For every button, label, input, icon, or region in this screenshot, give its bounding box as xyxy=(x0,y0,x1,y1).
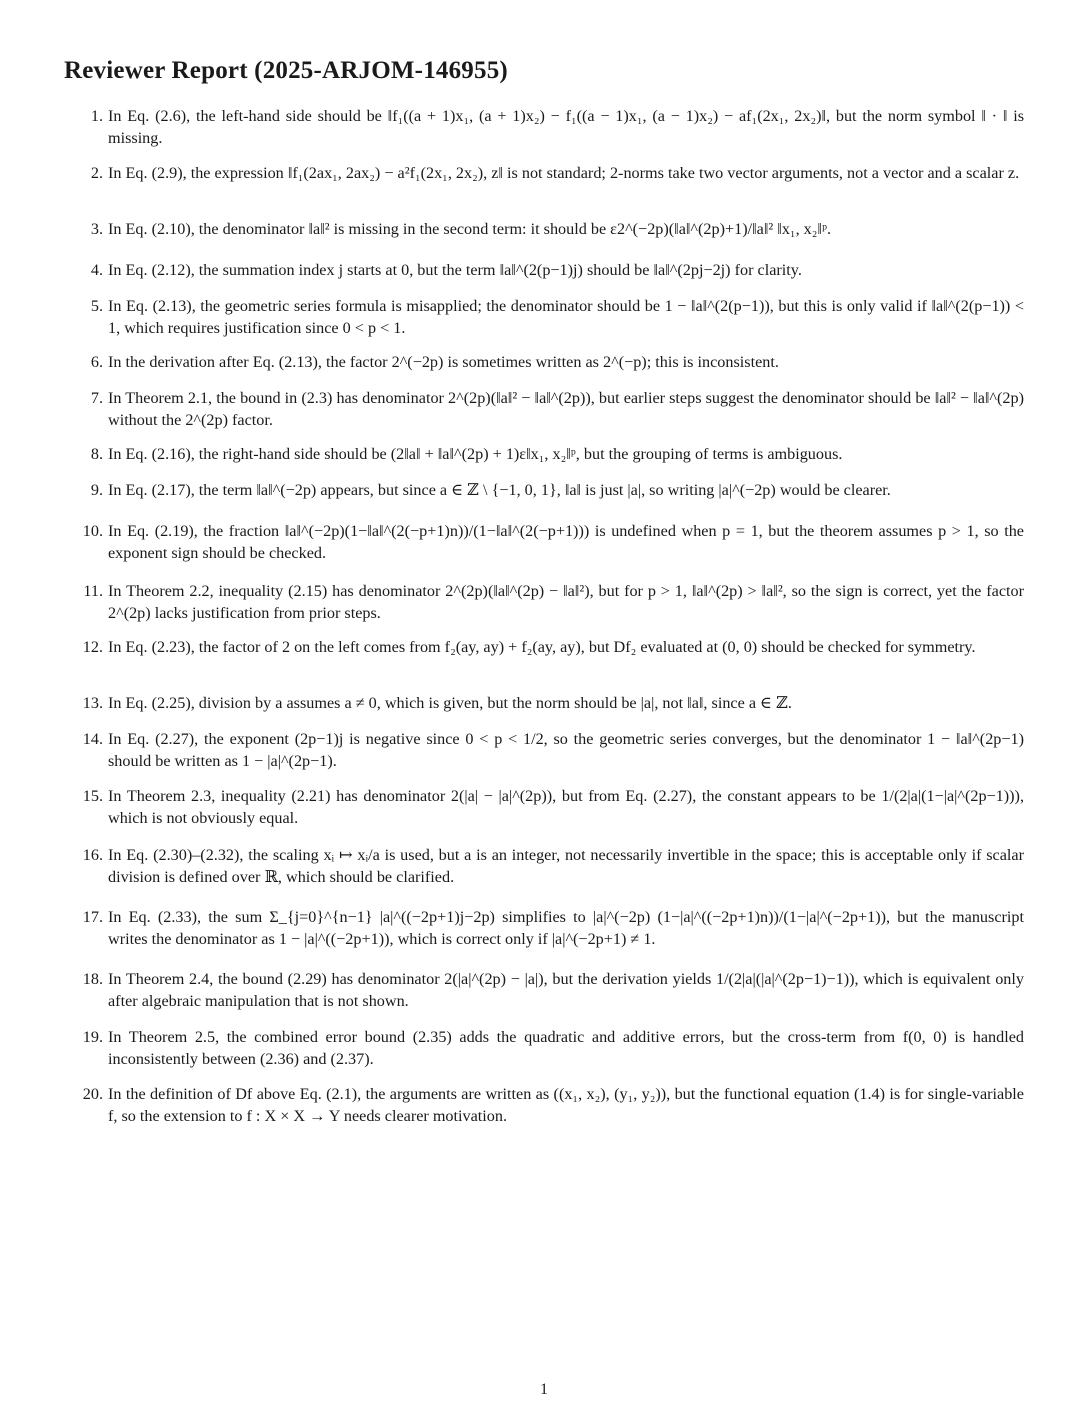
item-number: 9. xyxy=(90,481,103,499)
item-text: In Eq. (2.6), the left-hand side should be ‖f₁((a + 1)x₁, (a + 1)x₂) − f₁((a − 1)x₁, (a − 1)x₂) − af₁(2x₁, 2x₂)‖, but the norm symbol ‖ · ‖ is missing. xyxy=(108,107,1024,147)
item-text: In Eq. (2.23), the factor of 2 on the left comes from f₂(ay, ay) + f₂(ay, ay), but Df₂ evaluated at (0, 0) should be checked for symmetry. xyxy=(108,638,976,656)
item-number: 19. xyxy=(82,1028,103,1046)
page-number: 1 xyxy=(540,1381,548,1398)
item-text: In Eq. (2.9), the expression ‖f₁(2ax₁, 2ax₂) − a²f₁(2x₁, 2x₂), z‖ is not standard; 2-norms take two vector arguments, not a vector and a scalar z. xyxy=(108,164,1020,182)
item-number: 1. xyxy=(90,107,103,125)
item-text: In Eq. (2.25), division by a assumes a ≠ 0, which is given, but the norm should be |a|, not ‖a‖, since a ∈ ℤ. xyxy=(108,694,792,712)
item-text: In Eq. (2.30)–(2.32), the scaling xᵢ ↦ xᵢ/a is used, but a is an integer, not necessarily invertible in the space; this is acceptable only if scalar division is defined over ℝ, which should be clarified. xyxy=(108,846,1024,886)
item-text: In the definition of Df above Eq. (2.1), the arguments are written as ((x₁, x₂), (y₁, y₂)), but the functional equation (1.4) is for single-variable f, so the extension to f : X × X → Y needs clearer motivation. xyxy=(108,1085,1024,1125)
item-number: 15. xyxy=(82,787,103,805)
item-number: 17. xyxy=(82,908,103,926)
report-title: Reviewer Report (2025-ARJOM-146955) xyxy=(64,57,508,84)
item-text: In Eq. (2.17), the term ‖a‖^(−2p) appears, but since a ∈ ℤ \ {−1, 0, 1}, ‖a‖ is just |a|, so writing |a|^(−2p) would be clearer. xyxy=(108,481,891,499)
item-number: 6. xyxy=(90,353,103,371)
item-number: 14. xyxy=(82,730,103,748)
item-text: In Eq. (2.12), the summation index j starts at 0, but the term ‖a‖^(2(p−1)j) should be ‖a‖^(2pj−2j) for clarity. xyxy=(108,261,802,279)
item-number: 3. xyxy=(90,220,103,238)
item-number: 8. xyxy=(90,445,103,463)
item-text: In Theorem 2.1, the bound in (2.3) has denominator 2^(2p)(‖a‖² − ‖a‖^(2p)), but earlier steps suggest the denominator should be ‖a‖² − ‖a‖^(2p) without the 2^(2p) factor. xyxy=(108,389,1024,429)
item-text: In Theorem 2.4, the bound (2.29) has denominator 2(|a|^(2p) − |a|), but the derivation yields 1/(2|a|(|a|^(2p−1)−1)), which is equivalent only after algebraic manipulation that is not shown. xyxy=(108,970,1024,1010)
item-text: In Theorem 2.2, inequality (2.15) has denominator 2^(2p)(‖a‖^(2p) − ‖a‖²), but for p > 1, ‖a‖^(2p) > ‖a‖², so the sign is correct, yet the factor 2^(2p) lacks justification from prior steps. xyxy=(108,582,1024,622)
item-number: 7. xyxy=(90,389,103,407)
item-number: 12. xyxy=(82,638,103,656)
item-number: 20. xyxy=(82,1085,103,1103)
item-number: 13. xyxy=(82,694,103,712)
item-number: 5. xyxy=(90,297,103,315)
item-text: In the derivation after Eq. (2.13), the factor 2^(−2p) is sometimes written as 2^(−p); this is inconsistent. xyxy=(108,353,779,371)
item-text: In Eq. (2.16), the right-hand side should be (2‖a‖ + ‖a‖^(2p) + 1)ε‖x₁, x₂‖ᵖ, but the grouping of terms is ambiguous. xyxy=(108,445,843,463)
item-number: 4. xyxy=(90,261,103,279)
item-text: In Theorem 2.5, the combined error bound (2.35) adds the quadratic and additive errors, but the cross-term from f(0, 0) is handled inconsistently between (2.36) and (2.37). xyxy=(108,1028,1024,1068)
item-number: 18. xyxy=(82,970,103,988)
item-text: In Eq. (2.33), the sum Σ_{j=0}^{n−1} |a|^((−2p+1)j−2p) simplifies to |a|^(−2p) (1−|a|^((−2p+1)n))/(1−|a|^(−2p+1)), but the manuscript writes the denominator as 1 − |a|^((−2p+1)), which is correct only if |a|^(−2p+1) ≠ 1. xyxy=(108,908,1024,948)
item-text: In Eq. (2.10), the denominator ‖a‖² is missing in the second term: it should be ε2^(−2p)(‖a‖^(2p)+1)/‖a‖² ‖x₁, x₂‖ᵖ. xyxy=(108,220,832,238)
item-text: In Eq. (2.19), the fraction ‖a‖^(−2p)(1−‖a‖^(2(−p+1)n))/(1−‖a‖^(2(−p+1))) is undefined when p = 1, but the theorem assumes p > 1, so the exponent sign should be checked. xyxy=(108,522,1024,562)
item-number: 2. xyxy=(90,164,103,182)
item-number: 16. xyxy=(82,846,103,864)
item-number: 11. xyxy=(83,582,103,600)
item-text: In Eq. (2.27), the exponent (2p−1)j is negative since 0 < p < 1/2, so the geometric series converges, but the denominator 1 − ‖a‖^(2p−1) should be written as 1 − |a|^(2p−1). xyxy=(108,730,1024,770)
item-text: In Theorem 2.3, inequality (2.21) has denominator 2(|a| − |a|^(2p)), but from Eq. (2.27), the constant appears to be 1/(2|a|(1−|a|^(2p−1))), which is not obviously equal. xyxy=(108,787,1024,827)
item-number: 10. xyxy=(82,522,103,540)
item-text: In Eq. (2.13), the geometric series formula is misapplied; the denominator should be 1 − ‖a‖^(2(p−1)), but this is only valid if ‖a‖^(2(p−1)) < 1, which requires justification since 0 < p < 1. xyxy=(108,297,1024,337)
